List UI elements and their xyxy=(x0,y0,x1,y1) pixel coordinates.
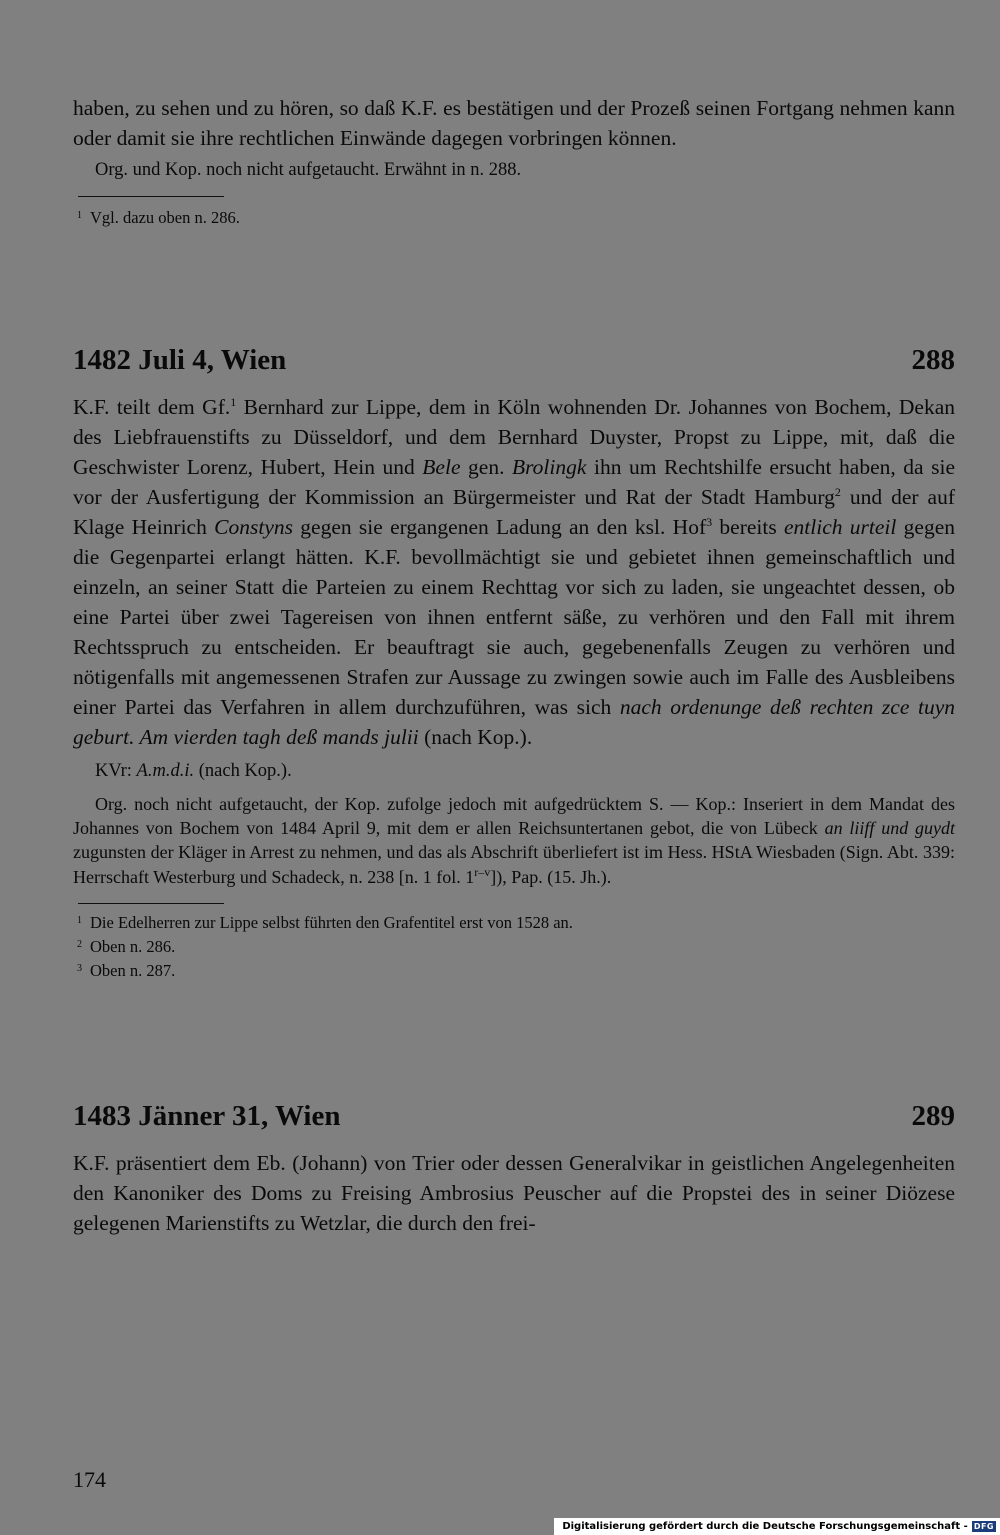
entry-number: 289 xyxy=(911,1099,955,1132)
footnote-text: Oben n. 287. xyxy=(90,960,176,980)
footnote-divider xyxy=(78,903,224,904)
italic-term: nach ordenunge deß rechten zce tuyn geburt. Am vierden tagh deß mands julii xyxy=(73,695,956,749)
body-text: und der auf Klage Heinrich xyxy=(73,485,955,539)
body-text: K.F. teilt dem Gf. xyxy=(73,395,231,419)
footnote-text: Die Edelherren zur Lippe selbst führten den Grafentitel erst von 1528 an. xyxy=(90,912,573,932)
intro-note: Org. und Kop. noch nicht aufgetaucht. Erwähnt in n. 288. xyxy=(95,160,522,180)
digitization-footer xyxy=(554,1518,1000,1535)
footnote-mark: 1 xyxy=(77,210,82,221)
body-text: gegen sie ergangenen Ladung an den ksl. Hof xyxy=(292,515,707,539)
intro-footnote-1 xyxy=(73,205,955,229)
entry-date: 1483 Jänner 31, Wien xyxy=(73,1099,341,1132)
entry-288-body xyxy=(73,392,955,752)
entry-288-footnotes xyxy=(73,910,955,982)
body-text: gegen die Gegenpartei erlangt hätten. K.F. bevollmächtigt sie und gebietet ihnen gemeinschaftlich und einzeln, an seiner Statt die Parteien zu einem Rechttag vor sich zu laden, sie ungeachtet dessen, ob eine Partei über zwei Tagereisen von ihnen entfernt säße, zu verhören und den Fall mit ihrem Rechtsspruch zu entscheiden. Er beauftragt sie auch, gegebenenfalls Zeugen zu verhören und nötigenfalls mit angemessenen Strafen zur Aussage zu zwingen sowie auch im Falle des Ausbleibens einer Partei das Verfahren in allem durchzuführen, was sich xyxy=(73,515,955,719)
kvr-suffix: (nach Kop.). xyxy=(194,761,292,781)
body-text: gen. xyxy=(460,455,512,479)
tradition-note xyxy=(73,792,955,889)
dfg-logo-icon: DFG xyxy=(973,1522,994,1531)
footnote-divider xyxy=(78,196,224,197)
entry-288-heading xyxy=(73,342,955,378)
kvr-label: KVr: xyxy=(95,761,137,781)
footer-text: Digitalisierung gefördert durch die Deutsche Forschungsgemeinschaft - xyxy=(562,1521,968,1532)
footnote-3 xyxy=(73,958,955,982)
body-text: bereits xyxy=(712,515,784,539)
intro-paragraph: haben, zu sehen und zu hören, so daß K.F. es bestätigen und der Prozeß seinen Fortgang nehmen kann oder damit sie ihre rechtlichen Einwände dagegen vorbringen können. xyxy=(73,96,955,150)
entry-289-body: K.F. präsentiert dem Eb. (Johann) von Trier oder dessen Generalvikar in geistlichen Angelegenheiten den Kanoniker des Doms zu Freising Ambrosius Peuscher auf die Propstei des in seiner Diözese gelegenen Marienstifts zu Wetzlar, die durch den frei- xyxy=(73,1150,955,1235)
entry-number: 288 xyxy=(911,344,955,376)
page-number: 174 xyxy=(73,1467,106,1492)
footnote-1 xyxy=(73,910,955,934)
body-text: Bernhard zur Lippe, dem in Köln wohnenden Dr. Johannes von Bochem, Dekan des Liebfrauenstifts zu Düsseldorf, und dem Bernhard Duyster, Propst zu Lippe, mit, daß die Geschwister Lorenz, Hubert, Hein und xyxy=(73,395,956,479)
italic-term: Bele xyxy=(422,455,461,479)
document-page xyxy=(73,88,955,1238)
footnote-2 xyxy=(73,934,955,958)
footnote-text: Oben n. 286. xyxy=(90,936,176,956)
entry-289-heading xyxy=(73,1098,955,1134)
body-text: ihn um Rechtshilfe ersucht haben, da sie vor der Ausfertigung der Kommission an Bürgermeister und Rat der Stadt Hamburg xyxy=(73,455,955,509)
italic-term: entlich urteil xyxy=(784,515,897,539)
footnote-ref: 2 xyxy=(834,484,841,499)
italic-term: Constyns xyxy=(214,515,293,539)
italic-term: Brolingk xyxy=(511,455,587,479)
entry-date: 1482 Juli 4, Wien xyxy=(73,344,287,376)
footnote-ref: 1 xyxy=(230,394,237,409)
footnote-mark: 3 xyxy=(77,962,82,974)
kvr-value: A.m.d.i. xyxy=(136,761,195,781)
body-text: (nach Kop.). xyxy=(418,725,533,749)
footnote-ref: 3 xyxy=(706,514,713,529)
tradition-text: Org. noch nicht aufgetaucht, der Kop. zufolge jedoch mit aufgedrücktem S. — Kop.: Inseriert in dem Mandat des Johannes von Bochem von 1484 April 9, mit dem er allen Reichsuntertanen gebot, die von Lübeck xyxy=(73,794,955,839)
folio-sup: r–v xyxy=(474,864,491,879)
footnote-text: Vgl. dazu oben n. 286. xyxy=(90,208,240,227)
tradition-text: zugunsten der Kläger in Arrest zu nehmen, und das als Abschrift überliefert ist im Hess. HStA Wiesbaden (Sign. Abt. 339: Herrschaft Westerburg und Schadeck, n. 238 [n. 1 fol. 1 xyxy=(73,842,955,887)
footnote-mark: 2 xyxy=(77,938,82,950)
tradition-text: ]), Pap. (15. Jh.). xyxy=(490,866,612,887)
italic-term: an liiff und guydt xyxy=(824,818,955,839)
footnote-mark: 1 xyxy=(77,914,82,926)
kvr-line xyxy=(73,758,955,784)
